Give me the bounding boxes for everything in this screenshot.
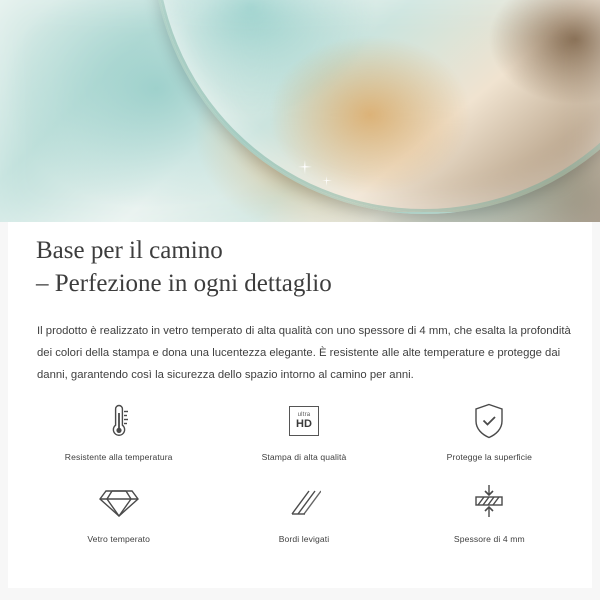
shield-check-icon: [472, 398, 506, 444]
ultra-hd-badge-top: ultra: [297, 412, 311, 418]
diamond-icon: [99, 480, 139, 526]
feature-item-tempered-glass: [26, 480, 211, 544]
feature-item-surface-protection: [397, 398, 582, 462]
feature-item-thickness: [397, 480, 582, 544]
page-title: [36, 234, 556, 300]
feature-item-print-quality: [211, 398, 396, 462]
hero-product-image: [0, 0, 600, 222]
feature-label: Protegge la superficie: [446, 452, 532, 462]
feature-label: Vetro temperato: [87, 534, 150, 544]
page-title-line-1: Base per il camino: [36, 237, 223, 264]
feature-item-polished-edges: [211, 480, 396, 544]
polished-edges-icon: [287, 480, 321, 526]
page-title-line-2: – Perfezione in ogni dettaglio: [36, 270, 332, 297]
footer-strip: [0, 588, 600, 600]
feature-grid: [26, 398, 582, 544]
feature-label: Resistente alla temperatura: [64, 452, 173, 462]
product-description: Il prodotto è realizzato in vetro temperato di alta qualità con uno spessore di 4 mm, che esalta la profondità dei colori della stampa e dona una lucentezza elegante. È resistente alle alte temperature e protegge dai danni, garantendo così la sicurezza dello spazio intorno al camino per anni.: [37, 325, 571, 381]
content-card: [8, 222, 592, 588]
feature-item-temperature: [26, 398, 211, 462]
ultra-hd-badge-bottom: HD: [296, 418, 312, 430]
thermometer-icon: [106, 398, 132, 444]
thickness-arrows-icon: [471, 480, 507, 526]
ultra-hd-icon: [289, 398, 319, 444]
feature-label: Stampa di alta qualità: [261, 452, 347, 462]
hero-vignette: [0, 0, 600, 222]
feature-label: Spessore di 4 mm: [453, 534, 525, 544]
feature-label: Bordi levigati: [278, 534, 330, 544]
